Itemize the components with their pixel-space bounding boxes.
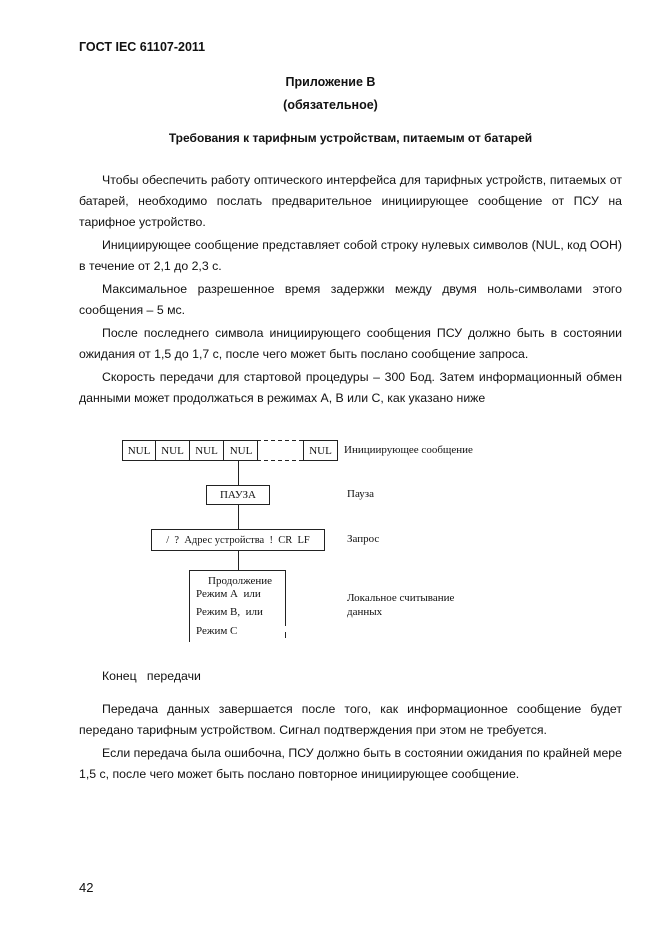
paragraph: Скорость передачи для стартовой процедуры – 300 Бод. Затем информационный обмен данными может продолжаться в режимах А, В или С, как указано ниже [79,370,622,405]
tail-text [79,666,622,787]
connector-line [238,551,239,570]
nul-cell: NUL [229,444,253,457]
nul-last-box [303,440,338,461]
request-box-label: / ? Адрес устройства ! CR LF [166,534,310,546]
appendix-title: Приложение В [285,75,376,89]
label-local-1: Локальное считывание [347,592,455,604]
end-of-transmission-label: Конец передачи [102,669,201,683]
page-number: 42 [79,880,94,895]
nul-cell: NUL [156,441,190,460]
label-init: Инициирующее сообщение [344,444,473,456]
dashed-continuation [257,440,305,461]
label-pause: Пауза [347,488,374,500]
paragraph: Инициирующее сообщение представляет собой строку нулевых символов (NUL, код ООН) в течение от 2,1 до 2,3 с. [79,238,622,273]
appendix-heading: Требования к тарифным устройствам, питаемым от батарей [168,131,533,145]
cont-mode-c: Режим С [196,625,238,637]
pause-box [206,485,270,505]
label-request: Запрос [347,533,380,545]
connector-line [238,461,239,485]
continuation-box [189,570,289,642]
paragraph: После последнего символа инициирующего сообщения ПСУ должно быть в состоянии ожидания от 1,5 до 1,7 с, после чего может быть послано сообщение запроса. [79,326,622,361]
nul-string-box [122,440,258,461]
body-text [79,170,622,411]
connector-line [238,505,239,529]
paragraph: Максимальное разрешенное время задержки между двумя ноль-символами этого сообщения – 5 мс. [79,282,622,317]
paragraph: Чтобы обеспечить работу оптического интерфейса для тарифных устройств, питаемых от батарей, необходимо послать предварительное инициирующее сообщение от ПСУ на тарифное устройство. [79,173,622,229]
nul-cell-last: NUL [309,444,332,457]
document-code: ГОСТ IEC 61107-2011 [79,40,206,54]
nul-cell: NUL [190,441,224,460]
paragraph: Передача данных завершается после того, как информационное сообщение будет передано тарифным устройством. Сигнал подтверждения при этом не требуется. [79,702,622,737]
paragraph: Если передача была ошибочна, ПСУ должно быть в состоянии ожидания по крайней мере 1,5 с, после чего может быть послано повторное инициирующее сообщение. [79,746,622,781]
nul-cell: NUL [123,441,156,460]
label-local-2: данных [347,606,383,618]
cont-mode-b: Режим В, или [196,606,263,618]
pause-box-label: ПАУЗА [219,489,257,501]
appendix-status: (обязательное) [283,98,378,112]
cont-mode-a: Режим А или [196,588,261,600]
request-box [151,529,325,551]
cont-title: Продолжение [208,575,273,587]
